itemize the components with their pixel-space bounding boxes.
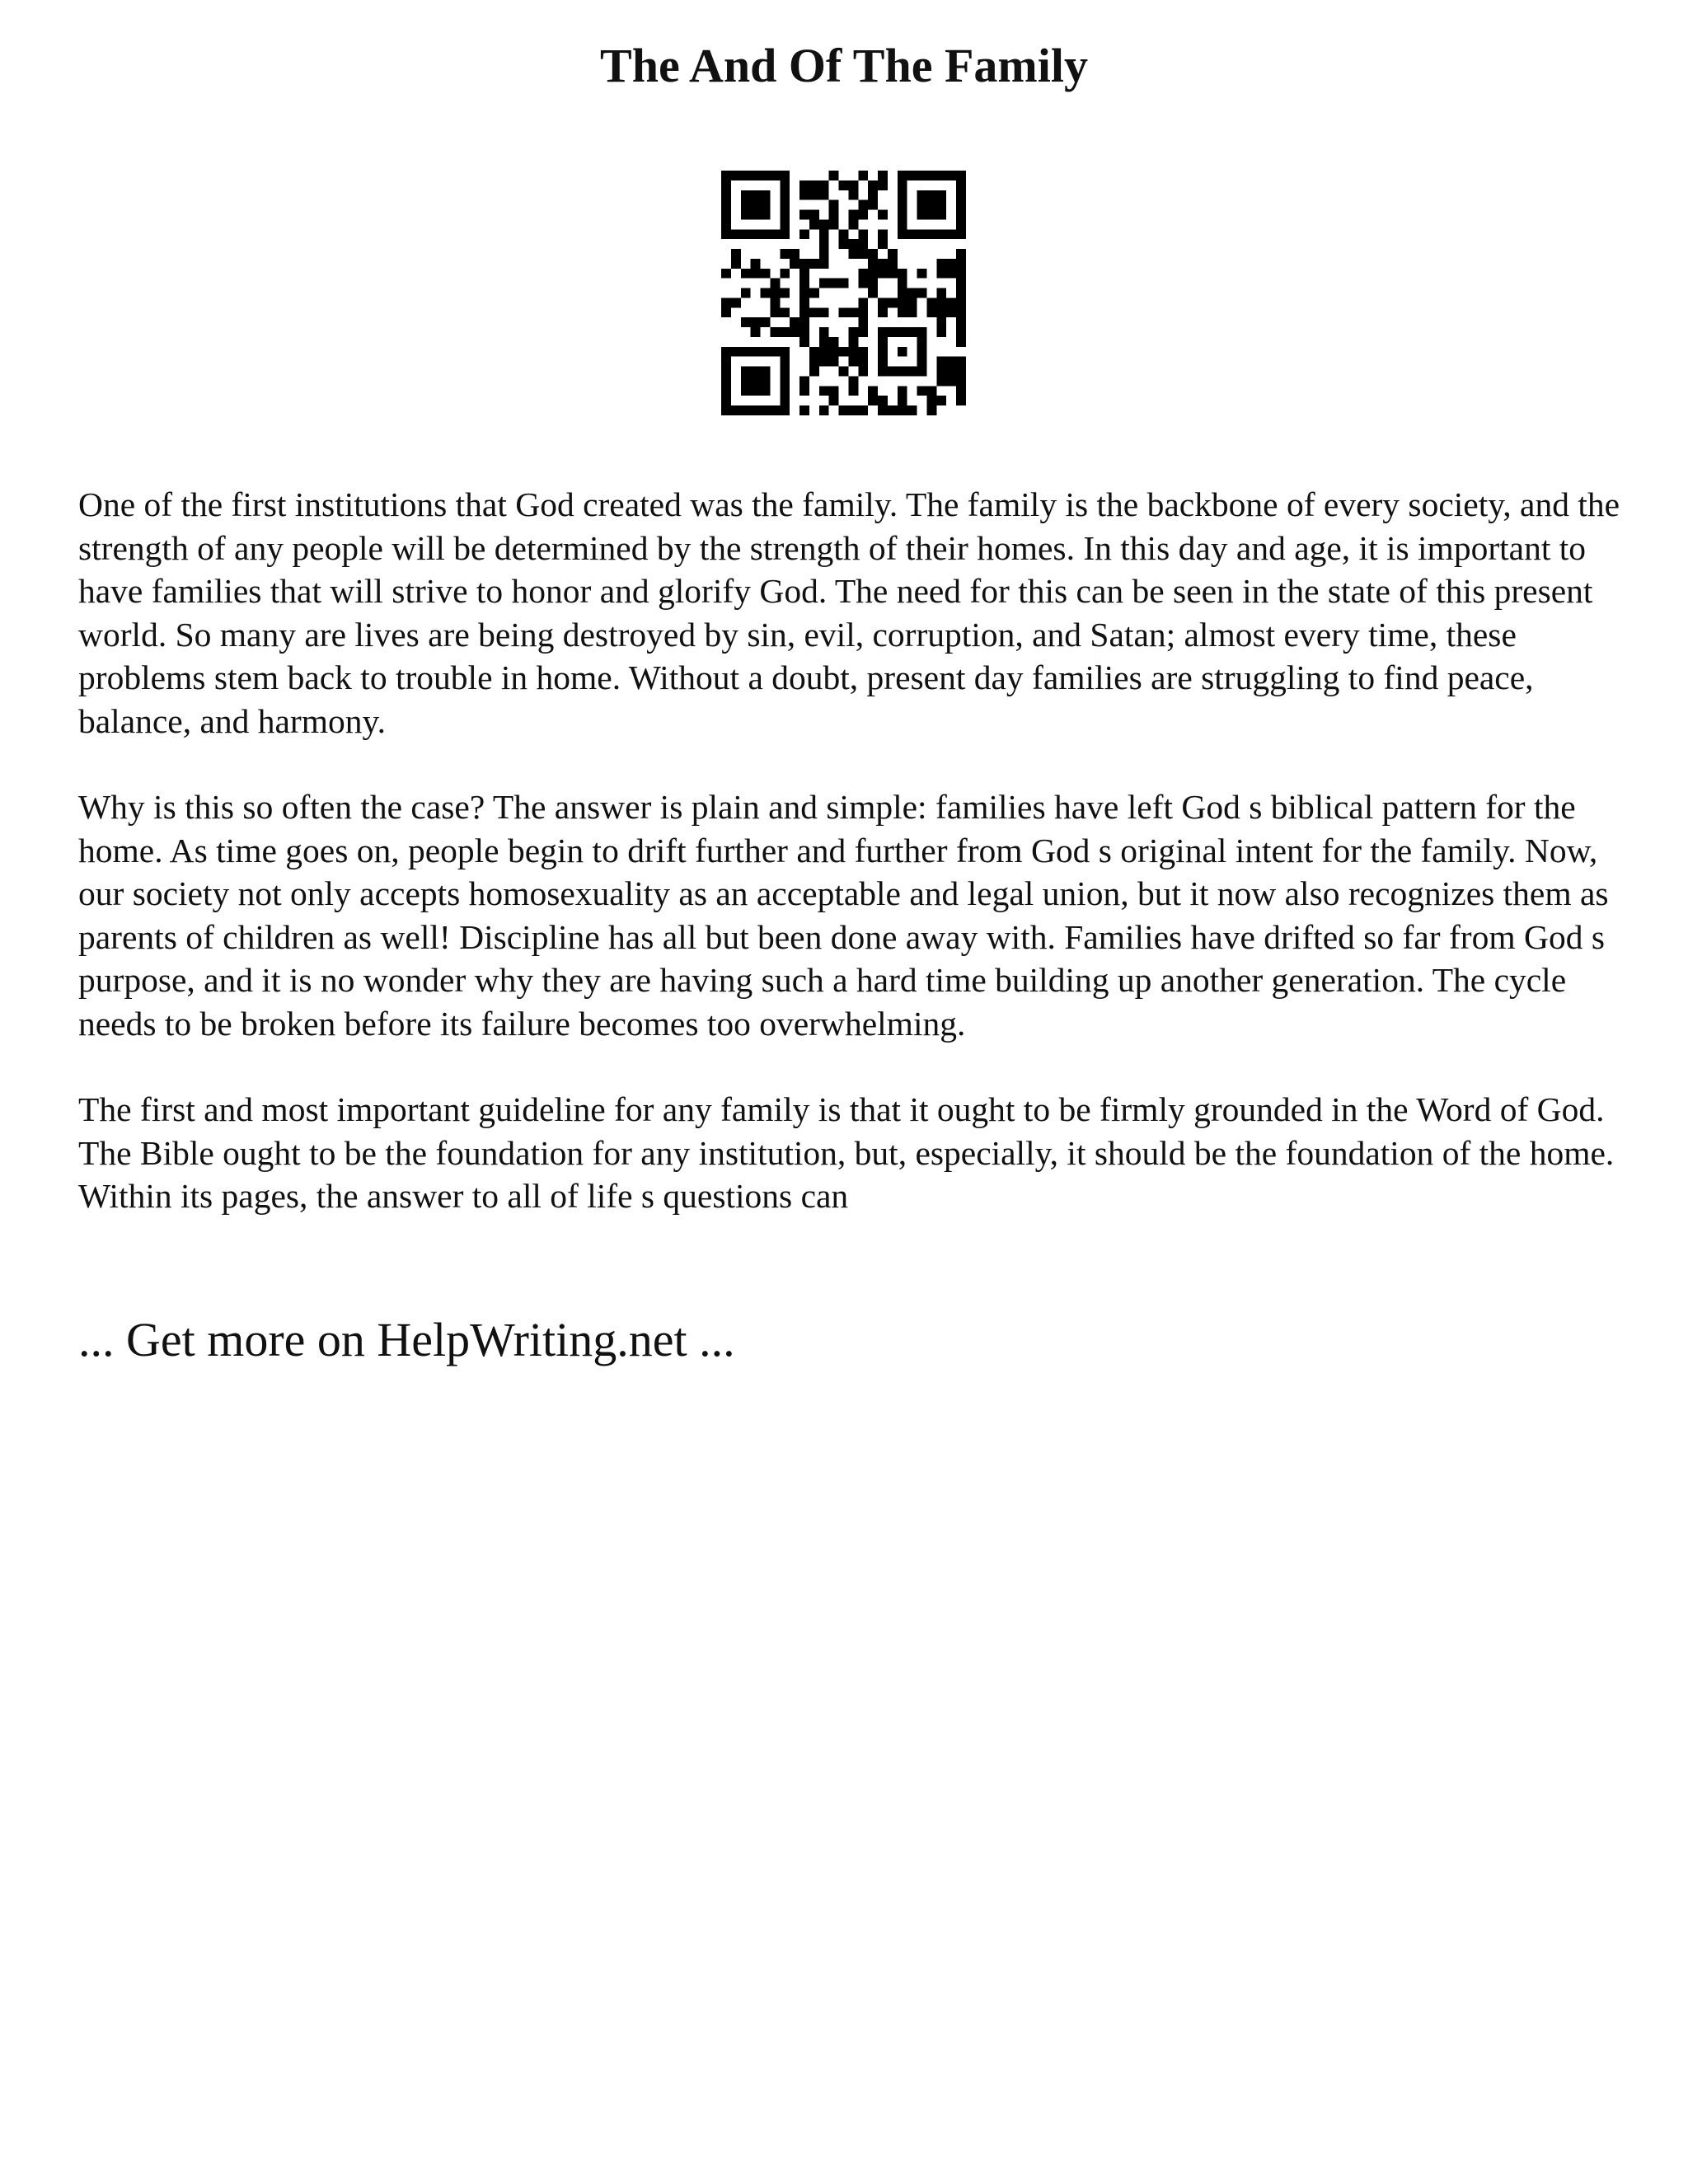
document-body	[78, 483, 1628, 1261]
paragraph-1: One of the first institutions that God created was the family. The family is the backbone of every society, and the strength of any people will be determined by the strength of their homes. In this day and age, it is important to have families that will strive to honor and glorify God. The need for this can be seen in the state of this present world. So many are lives are being destroyed by sin, evil, corruption, and Satan; almost every time, these problems stem back to trouble in home. Without a doubt, present day families are struggling to find peace, balance, and harmony.	[78, 485, 1620, 740]
document-title: The And Of The Family	[600, 39, 1088, 92]
paragraph-3: The first and most important guideline for any family is that it ought to be firmly grounded in the Word of God. The Bible ought to be the foundation for any institution, but, especially, it should be the foundation of the home. Within its pages, the answer to all of life s questions can	[78, 1090, 1615, 1215]
paragraph-2: Why is this so often the case? The answer is plain and simple: families have left God s biblical pattern for the home. As time goes on, people begin to drift further and further from God s original intent for the family. Now, our society not only accepts homosexuality as an acceptable and legal union, but it now also recognizes them as parents of children as well! Discipline has all but been done away with. Families have drifted so far from God s purpose, and it is no wonder why they are having such a hard time building up another generation. The cycle needs to be broken before its failure becomes too overwhelming.	[78, 788, 1609, 1043]
qr-code-icon[interactable]	[721, 171, 966, 415]
get-more-link[interactable]: ... Get more on HelpWriting.net ...	[78, 1313, 735, 1366]
